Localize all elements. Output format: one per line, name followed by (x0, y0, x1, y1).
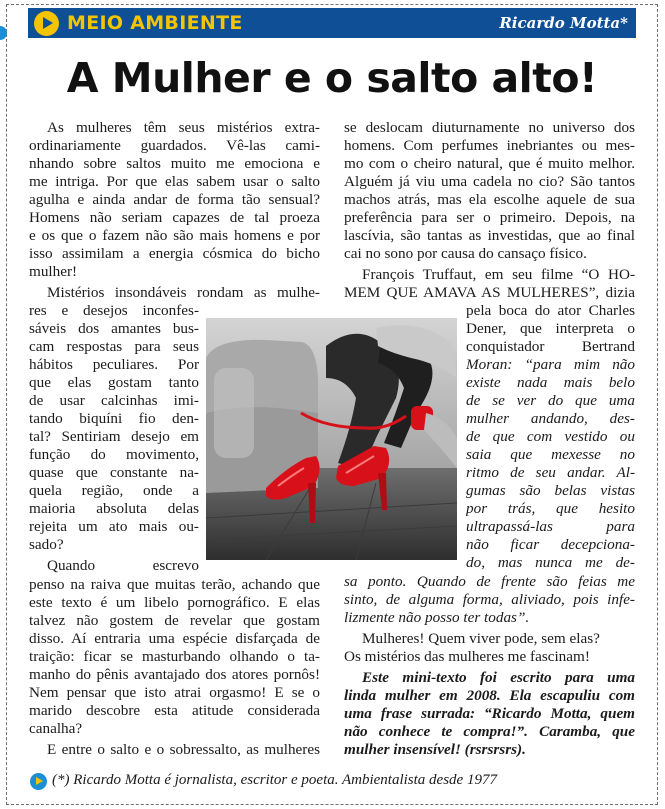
text-line: talvez não gostem de revelar que gostam (29, 612, 320, 629)
author-footnote: (*) Ricardo Motta é jornalista, escritor e poeta. Ambientalista desde 1977 (52, 772, 497, 788)
text-line: ritmo de seu andar. Al- (466, 464, 635, 481)
text-line: sinto, de alguma forma, aliviado, pois infe- (344, 591, 635, 608)
text-line: MEM QUE AMAVA AS MULHERES”, dizia (344, 284, 635, 301)
text-line: rejeita um ato mais ou- (29, 518, 199, 535)
text-line: marido descobre esta atitude considerada (29, 702, 320, 719)
text-line: gumas são belas vistas (466, 482, 635, 499)
text-line: François Truffaut, em seu filme “O HO- (362, 266, 635, 283)
text-line: linda mulher em 2008. Ela escapuliu com (344, 687, 635, 704)
text-line: mulher insensível! (rsrsrsrs). (344, 741, 526, 758)
text-line: não conhece te compra!”. Caramba, que (344, 723, 635, 740)
text-line: pela boca do ator Charles (466, 302, 635, 319)
text-line: nhando sobre saltos muito me emociona e (29, 155, 320, 172)
text-line: tal? Sentiriam desejo em (29, 428, 199, 445)
text-line: cai no sono por causa do cansaço físico. (344, 245, 587, 262)
text-line: machos atrás, mas ela escolhe aquele de sua (344, 191, 635, 208)
text-line: este texto é um libelo pornográfico. E elas (29, 594, 320, 611)
text-line: canalha? (29, 720, 83, 737)
text-line: existe nada mais belo (466, 374, 635, 391)
text-line: quase que constante na- (29, 464, 199, 481)
text-line: saia que mexesse no (466, 446, 635, 463)
text-line: sa ponto. Quando de frente são feias me (344, 573, 635, 590)
text-line: As mulheres têm seus mistérios extra- (47, 119, 320, 136)
text-line: não ficar decepciona- (466, 536, 635, 553)
text-line: mulher andando, des- (466, 410, 635, 427)
text-line: res e desejos inconfes- (29, 302, 199, 319)
text-line: lascívia, são tantas as investidas, que ao final (344, 227, 635, 244)
text-line: Moran: “para mim não (466, 356, 635, 373)
text-line: homens. Com perfumes inebriantes ou mes- (344, 137, 635, 154)
text-line: função do movimento, (29, 446, 199, 463)
text-line: maioria absoluta delas (29, 500, 199, 517)
text-line: me intriga. Por que elas sabem usar o salto (29, 173, 320, 190)
play-arrow-icon (34, 11, 59, 36)
text-line: se deslocam diuturnamente no universo dos (344, 119, 635, 136)
text-line: Mistérios insondáveis rondam as mulhe- (47, 284, 320, 301)
section-header-bar (28, 8, 636, 38)
text-line: mulher! (29, 263, 78, 280)
section-title: MEIO AMBIENTE (67, 12, 243, 34)
text-line: sado? (29, 536, 64, 553)
text-line: e os que o fazem não são mais homens e por (29, 227, 320, 244)
text-line: Este mini-texto foi escrito para uma (362, 669, 635, 686)
text-line: Quando escrevo (47, 557, 199, 574)
text-line: disso. Aí entraria uma espécie disfarçada de (29, 630, 320, 647)
text-line: manho do pênis avantajado dos atores pornôs! (29, 666, 320, 683)
article-photo (206, 318, 457, 560)
text-line: isso assimilam a energia cósmica do bicho (29, 245, 320, 262)
text-line: cam respostas para seus (29, 338, 199, 355)
text-line: de usar calcinhas imi- (29, 392, 199, 409)
text-line: do, mas nunca me de- (466, 554, 635, 571)
text-line: Mulheres! Quem viver pode, sem elas? (362, 630, 600, 647)
text-line: penso na raiva que muitas terão, achando que (29, 576, 320, 593)
text-line: de que com vestido ou (466, 428, 635, 445)
text-line: Homens não seriam capazes de tal proeza (29, 209, 320, 226)
text-line: hábitos peculiares. Por (29, 356, 199, 373)
text-line: E entre o salto e o sobressalto, as mulheres (47, 741, 320, 758)
text-line: preferência para ser o primeiro. Depois, na (344, 209, 635, 226)
text-line: Alguém já viu uma cadela no cio? São tantos (344, 173, 635, 190)
photo-woman-red-high-heels-icon (206, 318, 457, 560)
text-line: conquistador Bertrand (466, 338, 635, 355)
play-arrow-icon (30, 773, 47, 790)
text-line: sáveis dos amantes bus- (29, 320, 199, 337)
text-line: traição: ficar se masturbando olhando o ta- (29, 648, 320, 665)
text-line: por trás, que hesito (466, 500, 635, 517)
text-line: Nem pensar que isto atrai orgasmo! E se o (29, 684, 320, 701)
text-line: que elas gostam tanto (29, 374, 199, 391)
text-line: agulha e ainda andar de forma tão sensual? (29, 191, 320, 208)
text-line: uma frase surrada: “Ricardo Motta, quem (344, 705, 635, 722)
text-line: Os mistérios das mulheres me fascinam! (344, 648, 590, 665)
article-headline: A Mulher e o salto alto! (66, 54, 598, 102)
text-line: mo com o cheiro natural, que é muito melhor. (344, 155, 635, 172)
text-line: de se ver do que uma (466, 392, 635, 409)
text-line: ultrapassá-las para (466, 518, 635, 535)
text-line: tando biquíni fio den- (29, 410, 199, 427)
text-line: lizmente não posso ter todas”. (344, 609, 530, 626)
text-line: quela região, onde a (29, 482, 199, 499)
text-line: Dener, que interpreta o (466, 320, 635, 337)
text-line: ordinariamente guardados. Vê-las cami- (29, 137, 320, 154)
author-name: Ricardo Motta* (499, 14, 628, 32)
